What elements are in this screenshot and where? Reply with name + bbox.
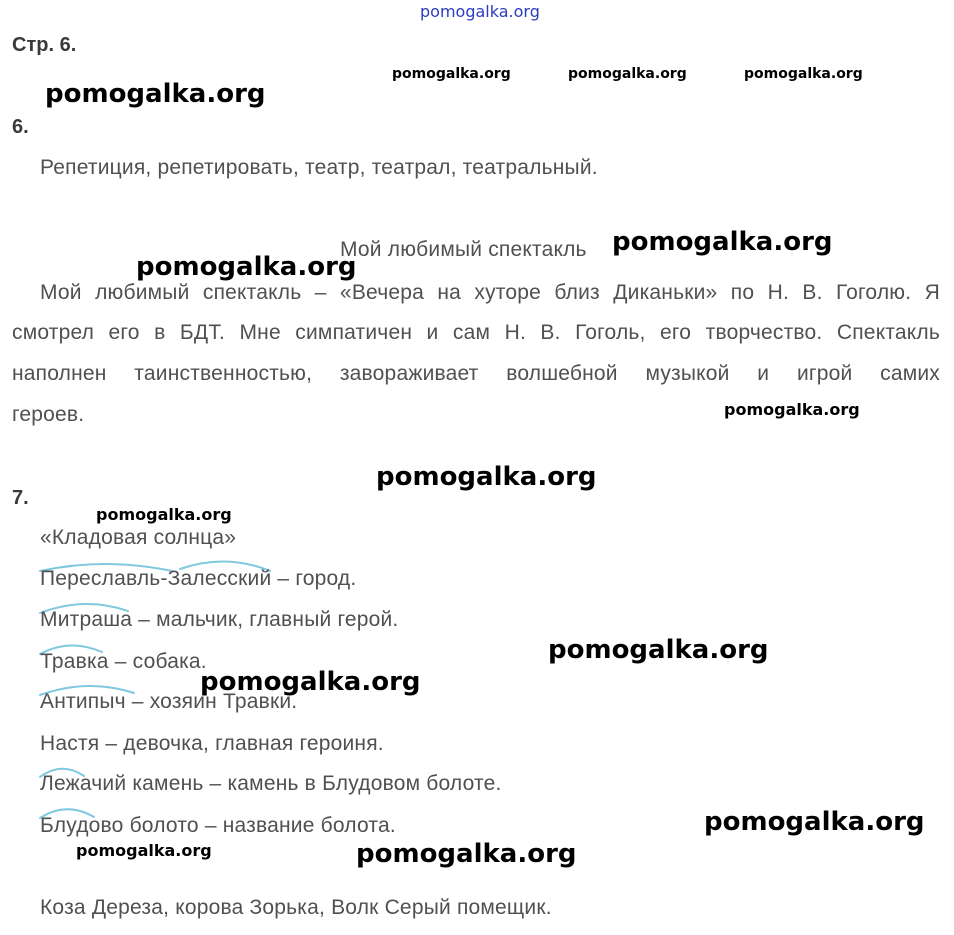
word-family-line: Репетиция, репетировать, театр, театрал, театральный. <box>40 156 598 179</box>
list-item: Переславль-Залесский – город. <box>40 567 357 590</box>
list-item: Травка – собака. <box>40 650 207 673</box>
top-watermark-link: pomogalka.org <box>420 2 540 21</box>
essay-line: Мой любимый спектакль – «Вечера на хуторе близ Диканьки» по Н. В. Гоголю. Я <box>40 281 940 304</box>
watermark: pomogalka.org <box>356 839 577 869</box>
watermark: pomogalka.org <box>724 400 860 419</box>
watermark: pomogalka.org <box>744 66 863 82</box>
essay-title: Мой любимый спектакль <box>340 238 587 261</box>
essay-line: смотрел его в БДТ. Мне симпатичен и сам Н. В. Гоголь, его творчество. Спектакль <box>12 321 940 344</box>
watermark: pomogalka.org <box>568 66 687 82</box>
watermark: pomogalka.org <box>200 667 421 697</box>
watermark: pomogalka.org <box>96 505 232 524</box>
essay-line: героев. <box>12 403 85 426</box>
watermark: pomogalka.org <box>136 252 357 282</box>
list-item: Митраша – мальчик, главный герой. <box>40 608 399 631</box>
list-item: Лежачий камень – камень в Блудовом болоте. <box>40 772 502 795</box>
book-title: «Кладовая солнца» <box>40 526 237 549</box>
watermark: pomogalka.org <box>76 841 212 860</box>
extra-characters-line: Коза Дереза, корова Зорька, Волк Серый помещик. <box>40 896 552 919</box>
watermark: pomogalka.org <box>612 227 833 257</box>
list-item: Настя – девочка, главная героиня. <box>40 732 384 755</box>
task-7-number: 7. <box>12 487 29 509</box>
watermark: pomogalka.org <box>376 462 597 492</box>
watermark: pomogalka.org <box>548 635 769 665</box>
watermark: pomogalka.org <box>45 79 266 109</box>
watermark: pomogalka.org <box>704 807 925 837</box>
essay-line: наполнен таинственностью, завораживает волшебной музыкой и игрой самих <box>12 362 940 385</box>
watermark: pomogalka.org <box>392 66 511 82</box>
list-item: Блудово болото – название болота. <box>40 814 396 837</box>
page-label: Стр. 6. <box>12 34 77 56</box>
task-6-number: 6. <box>12 116 29 138</box>
list-item: Антипыч – хозяин Травки. <box>40 690 298 713</box>
